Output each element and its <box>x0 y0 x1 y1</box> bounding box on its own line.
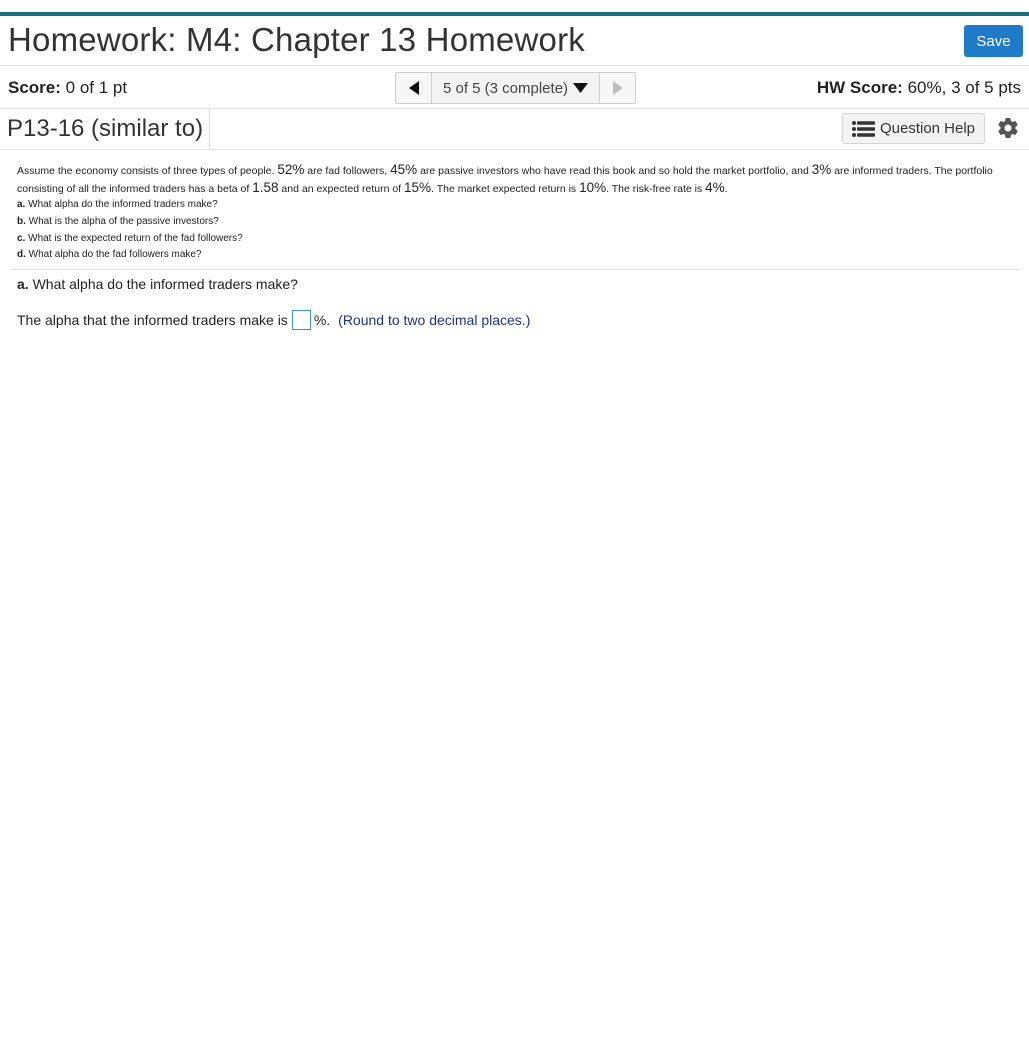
answer-line <box>17 309 530 330</box>
current-question-text: What alpha do the informed traders make? <box>32 276 298 292</box>
question-navigator <box>395 72 636 104</box>
list-item <box>17 214 243 231</box>
part-text: What alpha do the informed traders make? <box>28 199 218 210</box>
problem-number: 15% <box>404 179 432 195</box>
rounding-hint: (Round to two decimal places.) <box>338 311 531 328</box>
problem-number: 4% <box>705 179 725 195</box>
save-button[interactable]: Save <box>964 25 1023 57</box>
list-item <box>17 197 243 214</box>
part-text: What is the alpha of the passive investors? <box>28 215 219 227</box>
score-value: 0 of 1 pt <box>65 78 128 97</box>
problem-number: 10% <box>579 179 607 195</box>
current-question <box>17 276 298 292</box>
page-title: Homework: M4: Chapter 13 Homework <box>8 21 585 58</box>
question-select-dropdown[interactable] <box>432 73 600 103</box>
question-help-button[interactable] <box>842 113 985 144</box>
part-letter: d. <box>17 249 26 261</box>
part-letter: b. <box>17 215 26 227</box>
problem-text: . <box>724 182 728 195</box>
hw-score-value: 60%, 3 of 5 pts <box>907 78 1021 97</box>
problem-text: are informed traders. The portfolio consisting of all the informed traders has a beta of <box>17 165 993 195</box>
current-part-letter: a. <box>17 276 29 292</box>
list-item <box>17 231 243 248</box>
score-row <box>0 67 1029 109</box>
question-id: P13-16 (similar to) <box>0 109 210 149</box>
question-header-row <box>0 109 1029 150</box>
hw-score <box>817 78 1021 98</box>
problem-text: . The risk-free rate is <box>606 182 706 195</box>
problem-statement <box>17 162 1007 197</box>
problem-text: and an expected return of <box>278 182 405 195</box>
title-row <box>0 16 1029 66</box>
question-help-label: Question Help <box>879 120 976 137</box>
question-position: 5 of 5 (3 complete) <box>442 79 569 97</box>
problem-text: are fad followers, <box>304 165 391 177</box>
answer-suffix: %. <box>313 311 331 328</box>
triangle-down-icon <box>573 83 588 93</box>
list-icon <box>852 121 875 137</box>
question-score <box>8 78 127 98</box>
previous-question-button[interactable] <box>396 73 432 103</box>
problem-number: 45% <box>390 162 418 177</box>
part-text: What is the expected return of the fad followers? <box>28 232 243 244</box>
triangle-left-icon <box>409 81 419 95</box>
problem-text: Assume the economy consists of three types of people. <box>17 165 278 177</box>
question-parts-list <box>17 197 243 264</box>
triangle-right-icon <box>613 81 623 95</box>
part-letter: c. <box>17 232 26 244</box>
part-text: What alpha do the fad followers make? <box>28 249 202 261</box>
problem-number: 1.58 <box>252 179 279 195</box>
answer-prefix: The alpha that the informed traders make is <box>17 311 288 328</box>
gear-icon[interactable] <box>996 116 1020 140</box>
answer-input[interactable] <box>292 310 311 330</box>
problem-number: 3% <box>811 162 832 177</box>
hw-score-label: HW Score: <box>816 78 903 97</box>
problem-number: 52% <box>277 162 305 177</box>
divider <box>10 269 1020 270</box>
part-letter: a. <box>17 199 26 210</box>
list-item <box>17 247 243 264</box>
next-question-button[interactable] <box>600 73 635 103</box>
problem-text: are passive investors who have read this book and so hold the market portfolio, and <box>417 165 812 177</box>
score-label: Score: <box>8 78 61 97</box>
problem-text: . The market expected return is <box>431 182 580 195</box>
